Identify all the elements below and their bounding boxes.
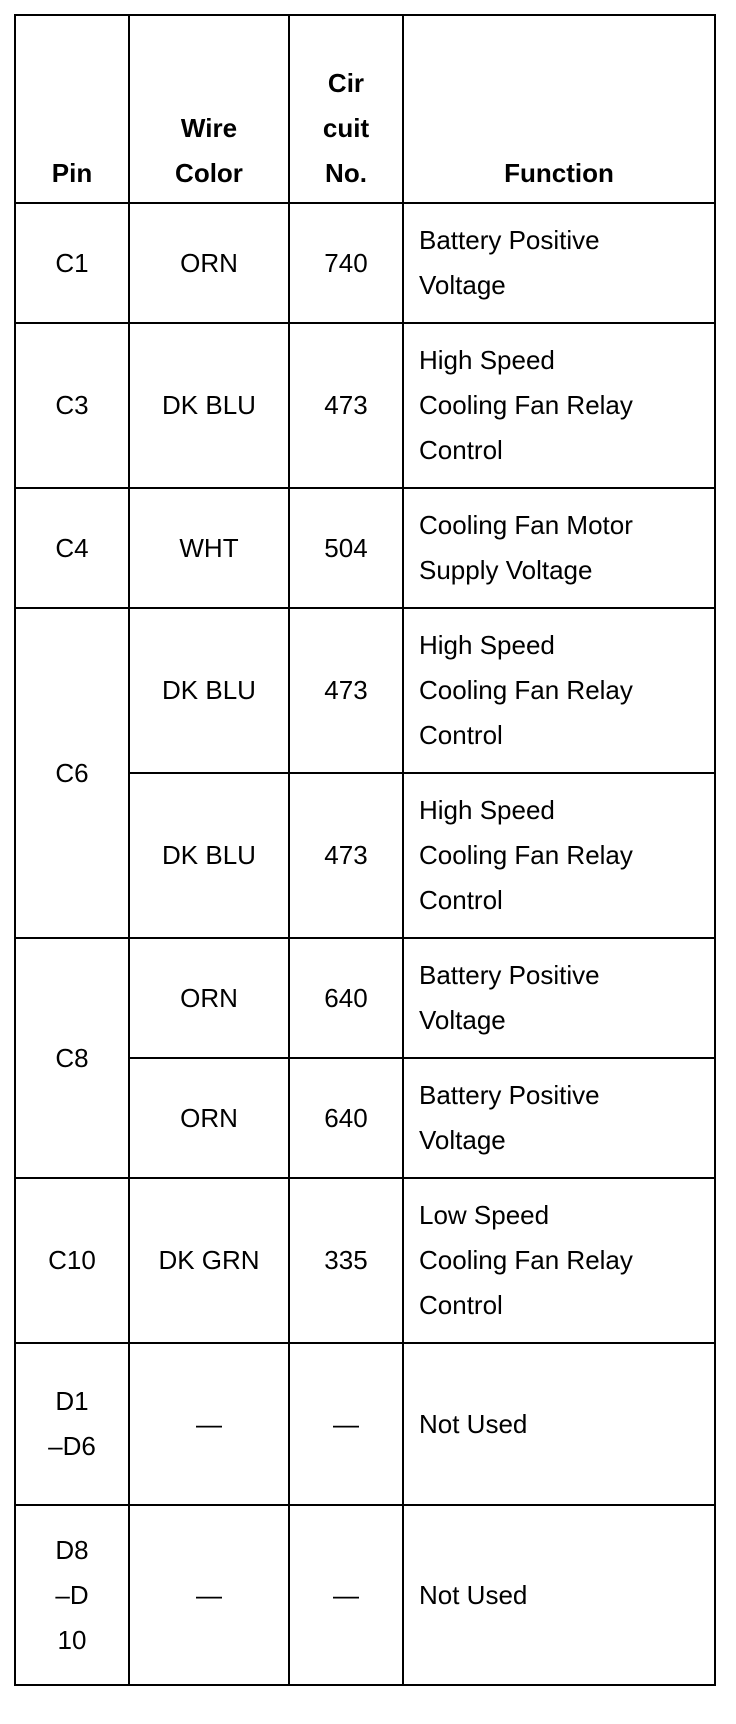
function-cell: Battery Positive Voltage [403,203,715,323]
circuit-cell: 473 [289,773,403,938]
wire-color-cell: DK BLU [129,773,289,938]
header-wire-color: Wire Color [129,15,289,203]
circuit-cell: — [289,1343,403,1505]
function-cell: Not Used [403,1505,715,1685]
pin-cell: C6 [15,608,129,938]
table-row [15,1178,715,1343]
wire-color-cell: ORN [129,1058,289,1178]
circuit-cell: 640 [289,1058,403,1178]
wire-color-cell: DK BLU [129,323,289,488]
table-row [15,1343,715,1505]
table-row [15,203,715,323]
function-cell: Not Used [403,1343,715,1505]
circuit-cell: 504 [289,488,403,608]
circuit-cell: 740 [289,203,403,323]
pin-cell: C1 [15,203,129,323]
table-row [15,1505,715,1685]
wire-color-cell: ORN [129,938,289,1058]
header-function: Function [403,15,715,203]
circuit-cell: 473 [289,608,403,773]
wire-color-cell: — [129,1343,289,1505]
table-row [15,488,715,608]
function-cell: Cooling Fan Motor Supply Voltage [403,488,715,608]
function-cell: High Speed Cooling Fan Relay Control [403,608,715,773]
function-cell: Battery Positive Voltage [403,1058,715,1178]
wire-color-cell: DK BLU [129,608,289,773]
table-row [15,608,715,773]
wire-color-cell: ORN [129,203,289,323]
function-cell: Battery Positive Voltage [403,938,715,1058]
function-cell: Low Speed Cooling Fan Relay Control [403,1178,715,1343]
pin-cell: C10 [15,1178,129,1343]
connector-pinout-table [14,14,716,1686]
circuit-cell: 335 [289,1178,403,1343]
pin-cell: C8 [15,938,129,1178]
wire-color-cell: — [129,1505,289,1685]
pinout-document [14,14,716,1686]
header-pin: Pin [15,15,129,203]
pin-cell: D1 –D6 [15,1343,129,1505]
circuit-cell: 473 [289,323,403,488]
circuit-cell: 640 [289,938,403,1058]
table-row [15,323,715,488]
pin-cell: C3 [15,323,129,488]
pin-cell: D8 –D 10 [15,1505,129,1685]
table-header-row [15,15,715,203]
function-cell: High Speed Cooling Fan Relay Control [403,323,715,488]
wire-color-cell: DK GRN [129,1178,289,1343]
function-cell: High Speed Cooling Fan Relay Control [403,773,715,938]
header-circuit-no: Cir cuit No. [289,15,403,203]
table-row [15,938,715,1058]
wire-color-cell: WHT [129,488,289,608]
pin-cell: C4 [15,488,129,608]
circuit-cell: — [289,1505,403,1685]
